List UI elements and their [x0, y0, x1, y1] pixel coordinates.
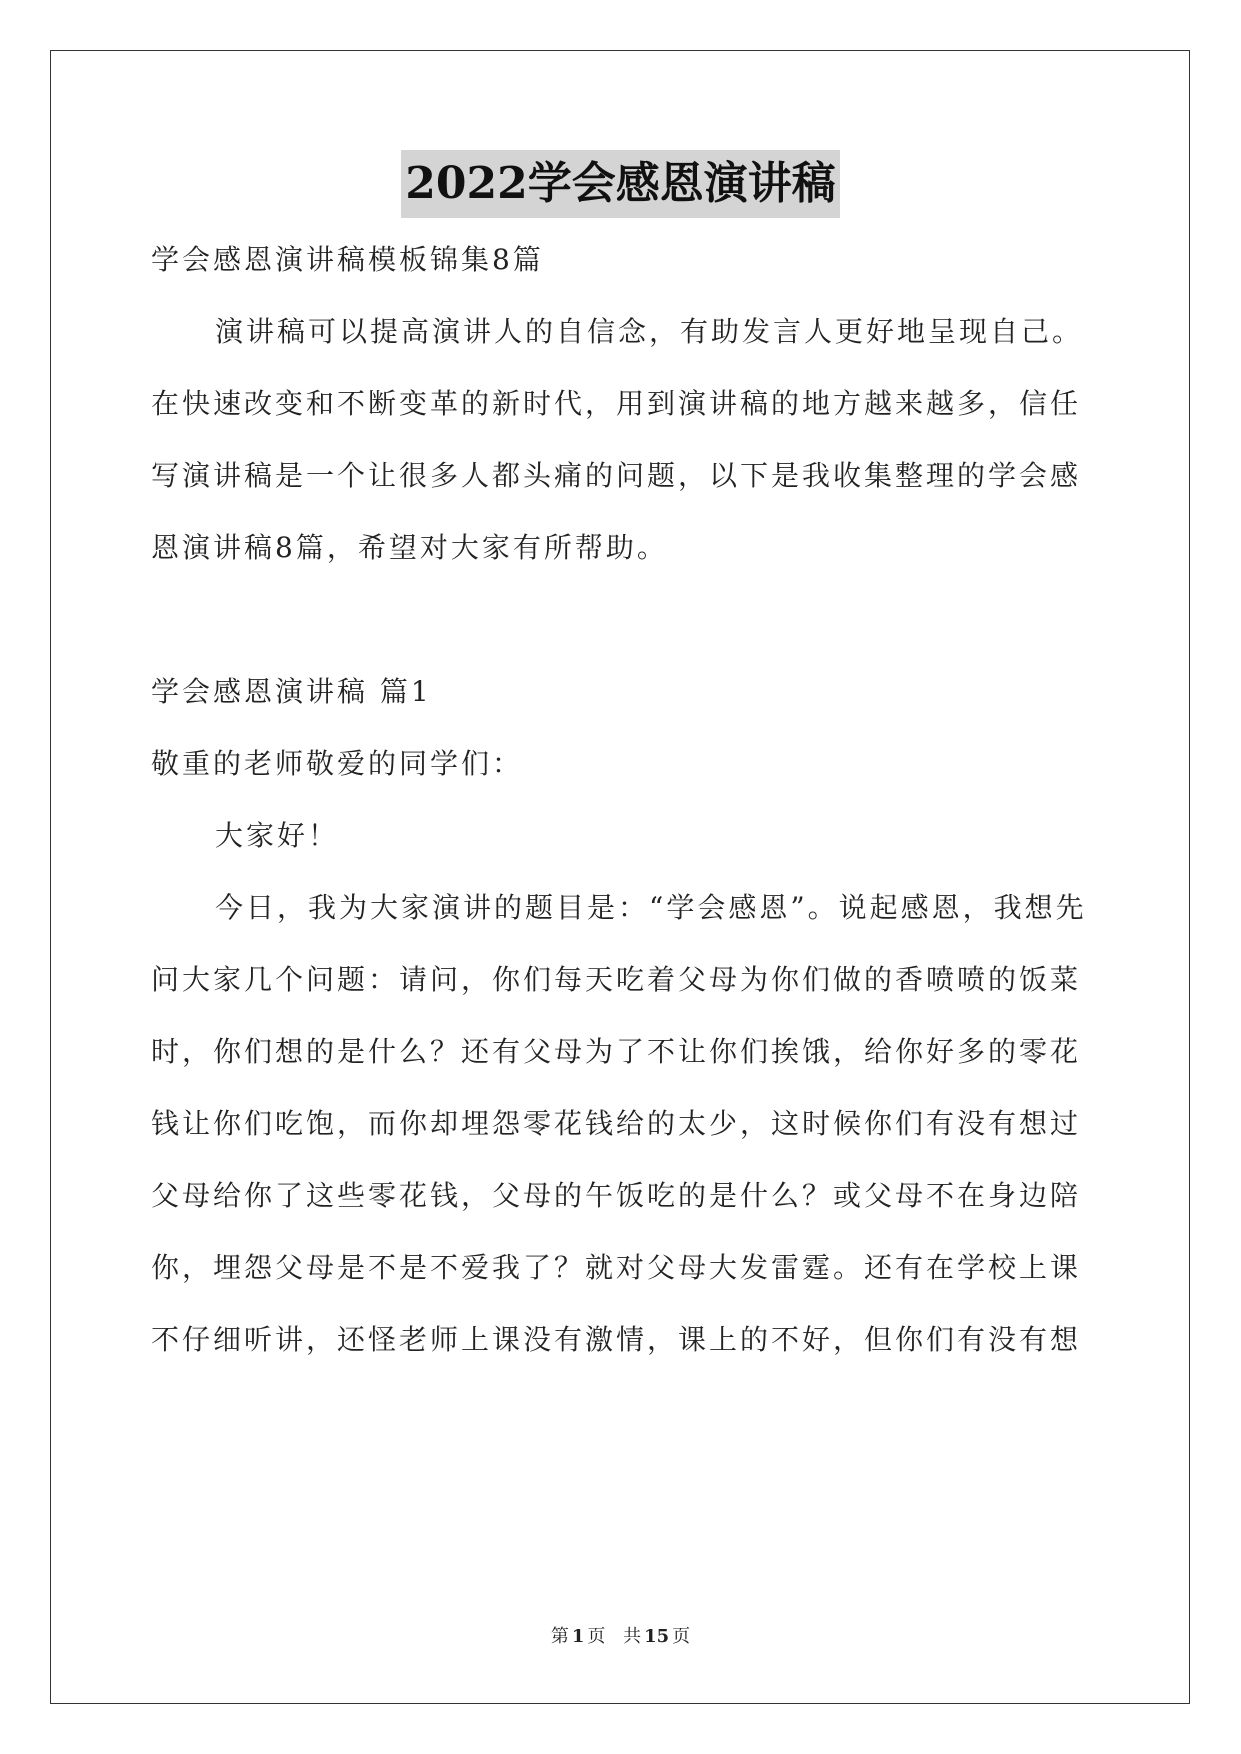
total-suffix: 页 — [672, 1626, 691, 1647]
body-line: 今日，我为大家演讲的题目是：“学会感恩”。说起感恩，我想先 — [215, 891, 1087, 924]
total-page-number: 15 — [644, 1626, 670, 1647]
total-prefix: 共 — [623, 1626, 642, 1647]
page-footer — [0, 1622, 1241, 1648]
intro-line: 写演讲稿是一个让很多人都头痛的问题，以下是我收集整理的学会感 — [151, 459, 1082, 492]
body-line: 问大家几个问题：请问，你们每天吃着父母为你们做的香喷喷的饭菜 — [151, 963, 1082, 996]
intro-line: 恩演讲稿8篇，希望对大家有所帮助。 — [151, 531, 668, 564]
page-suffix: 页 — [587, 1626, 606, 1647]
document-subtitle: 学会感恩演讲稿模板锦集8篇 — [151, 243, 544, 276]
intro-line: 在快速改变和不断变革的新时代，用到演讲稿的地方越来越多，信任 — [151, 387, 1082, 420]
body-line: 钱让你们吃饱，而你却埋怨零花钱给的太少，这时候你们有没有想过 — [151, 1107, 1082, 1140]
page-prefix: 第 — [550, 1626, 569, 1647]
current-page-number: 1 — [571, 1626, 585, 1647]
section-heading: 学会感恩演讲稿 篇1 — [151, 675, 432, 708]
greeting: 大家好！ — [215, 819, 340, 852]
body-line: 时，你们想的是什么？还有父母为了不让你们挨饿，给你好多的零花 — [151, 1035, 1082, 1068]
page-indicator — [548, 1626, 609, 1647]
page-border — [50, 50, 1190, 1704]
document-title: 2022学会感恩演讲稿 — [401, 150, 839, 218]
title-container — [0, 150, 1241, 218]
body-line: 你，埋怨父母是不是不爱我了？就对父母大发雷霆。还有在学校上课 — [151, 1251, 1082, 1284]
body-line: 不仔细听讲，还怪老师上课没有激情，课上的不好，但你们有没有想 — [151, 1323, 1082, 1356]
intro-line: 演讲稿可以提高演讲人的自信念，有助发言人更好地呈现自己。 — [215, 315, 1084, 348]
body-line: 父母给你了这些零花钱，父母的午饭吃的是什么？或父母不在身边陪 — [151, 1179, 1082, 1212]
total-indicator — [620, 1626, 693, 1647]
salutation: 敬重的老师敬爱的同学们： — [151, 747, 524, 780]
